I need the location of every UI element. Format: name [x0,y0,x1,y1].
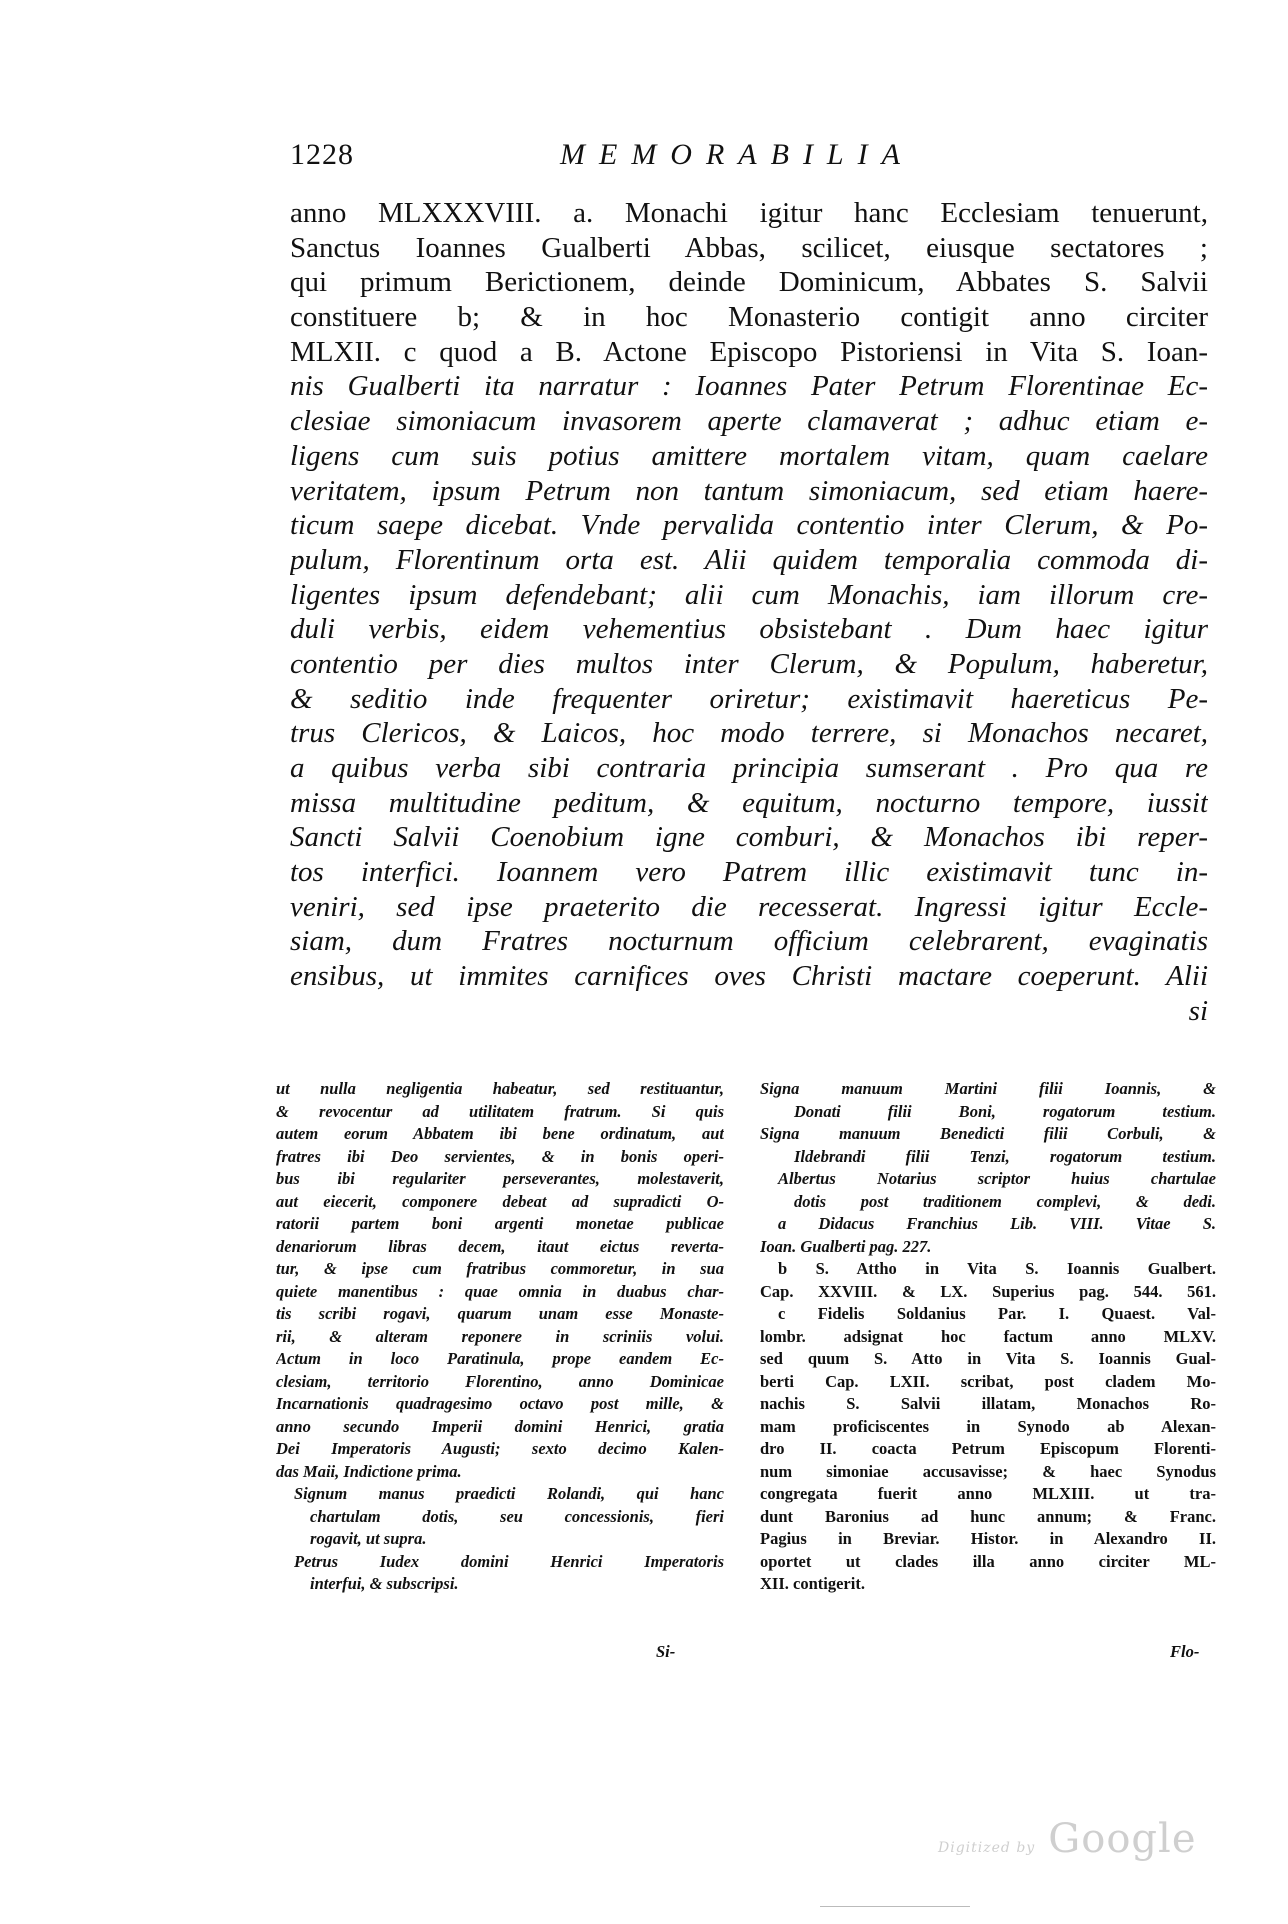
footnote-line: oportet ut clades illa anno circiter ML- [760,1551,1216,1571]
watermark-small-text: Digitized by [938,1840,1036,1856]
watermark-logo-text: Google [1048,1816,1197,1862]
main-line: Sanctus Ioannes Gualberti Abbas, scilicet, eiusque sectatores ; [290,231,1208,264]
footnote-line: bus ibi regulariter perseverantes, molestaverit, [276,1169,724,1188]
main-line: tos interfici. Ioannem vero Patrem illic existimavit tunc in- [290,856,1208,889]
footnote-line: aut eiecerit, componere debeat ad supradicti O- [276,1191,724,1211]
footnote-column-right [760,1078,1216,1661]
main-line: nis Gualberti ita narratur : Ioannes Pater Petrum Florentinae Ec- [290,370,1208,403]
main-line: ensibus, ut immites carnifices oves Christi mactare coeperunt. Alii [290,960,1208,993]
main-line: contentio per dies multos inter Clerum, & Populum, haberetur, [290,647,1208,680]
footnote-line: interfui, & subscripsi. [310,1574,459,1593]
footnote-line: fratres ibi Deo servientes, & in bonis operi- [276,1146,724,1166]
footnote-line: Signa manuum Martini filii Ioannis, & [760,1079,1216,1098]
footnote-line: XII. contigerit. [760,1574,865,1593]
footnote-line: rogavit, ut supra. [310,1529,427,1548]
footnote-line: autem eorum Abbatem ibi bene ordinatum, aut [276,1124,724,1143]
page-number: 1228 [290,138,354,171]
footnote-line: congregata fuerit anno MLXIII. ut tra- [760,1484,1216,1503]
main-line: & seditio inde frequenter oriretur; existimavit haereticus Pe- [290,682,1208,715]
footnote-line: lombr. adsignat hoc factum anno MLXV. [760,1326,1216,1346]
watermark [938,1816,1196,1862]
footnote-line: & revocentur ad utilitatem fratrum. Si quis [276,1101,724,1121]
footnote-line: c Fidelis Soldanius Par. I. Quaest. Val- [778,1304,1216,1323]
footnote-line: anno secundo Imperii domini Henrici, gratia [276,1416,724,1436]
footnote-line: Ildebrandi filii Tenzi, rogatorum testium. [794,1146,1216,1166]
footnote-line: clesiam, territorio Florentino, anno Dominicae [276,1371,724,1391]
footnote-line: Signa manuum Benedicti filii Corbuli, & [760,1124,1216,1143]
main-line: ticum saepe dicebat. Vnde pervalida contentio inter Clerum, & Po- [290,509,1208,542]
footnote-line: dunt Baronius ad hunc annum; & Franc. [760,1506,1216,1526]
bottom-rule [820,1906,970,1907]
footnote-line: das Maii, Indictione prima. [276,1461,462,1481]
main-line: missa multitudine peditum, & equitum, nocturno tempore, iussit [290,786,1208,819]
main-line: ligentes ipsum defendebant; alii cum Monachis, iam illorum cre- [290,578,1208,611]
main-line: MLXII. c quod a B. Actone Episcopo Pistoriensi in Vita S. Ioan- [290,335,1208,368]
main-line: Sancti Salvii Coenobium igne comburi, & Monachos ibi reper- [290,821,1208,854]
main-line: anno MLXXXVIII. a. Monachi igitur hanc Ecclesiam tenuerunt, [290,197,1208,229]
footnotes [276,1078,1216,1678]
main-line: veniri, sed ipse praeterito die recesserat. Ingressi igitur Eccle- [290,890,1208,923]
footnote-line: Incarnationis quadragesimo octavo post mille, & [276,1394,724,1413]
footnote-line: mam proficiscentes in Synodo ab Alexan- [760,1416,1216,1436]
catchword: si [1188,994,1208,1027]
footnote-line: tis scribi rogavi, quarum unam esse Monaste- [276,1304,724,1323]
footnote-line: Ioan. Gualberti pag. 227. [760,1236,932,1256]
footnote-catchword-right: Flo- [1170,1642,1200,1661]
footnote-line: tur, & ipse cum fratribus commoretur, in sua [276,1259,724,1278]
footnote-line: ratorii partem boni argenti monetae publicae [276,1214,724,1233]
footnote-line: denariorum libras decem, itaut eictus reverta- [276,1236,724,1256]
running-title: MEMORABILIA [560,138,914,171]
footnote-line: quiete manentibus : quae omnia in duabus char- [276,1281,724,1301]
main-text-block [290,196,1208,1029]
footnote-line: a Didacus Franchius Lib. VIII. Vitae S. [778,1214,1216,1233]
footnote-line: Dei Imperatoris Augusti; sexto decimo Kalen- [276,1439,724,1458]
footnote-line: dotis post traditionem complevi, & dedi. [794,1191,1216,1211]
footnote-column-left [276,1078,724,1661]
main-line: ligens cum suis potius amittere mortalem vitam, quam caelare [290,439,1208,472]
footnote-line: Signum manus praedicti Rolandi, qui hanc [294,1484,724,1503]
footnote-line: dro II. coacta Petrum Episcopum Florenti- [760,1439,1216,1458]
footnote-line: num simoniae accusavisse; & haec Synodus [760,1461,1216,1481]
footnote-line: chartulam dotis, seu concessionis, fieri [310,1506,724,1526]
main-line: siam, dum Fratres nocturnum officium celebrarent, evaginatis [290,925,1208,958]
page-header [290,138,1210,178]
main-line: veritatem, ipsum Petrum non tantum simoniacum, sed etiam haere- [290,474,1208,507]
footnote-line: Albertus Notarius scriptor huius chartulae [778,1169,1216,1188]
main-line: trus Clericos, & Laicos, hoc modo terrere, si Monachos necaret, [290,717,1208,750]
footnote-line: berti Cap. LXII. scribat, post cladem Mo- [760,1371,1216,1391]
main-line: a quibus verba sibi contraria principia sumserant . Pro qua re [290,752,1208,784]
footnote-line: sed quum S. Atto in Vita S. Ioannis Gual- [760,1349,1216,1368]
footnote-line: nachis S. Salvii illatam, Monachos Ro- [760,1394,1216,1413]
footnote-line: b S. Attho in Vita S. Ioannis Gualbert. [778,1259,1216,1278]
footnote-line: rii, & alteram reponere in scriniis volui. [276,1326,724,1346]
main-line: duli verbis, eidem vehementius obsistebant . Dum haec igitur [290,613,1208,646]
footnote-catchword-left: Si- [656,1642,676,1661]
footnote-line: Petrus Iudex domini Henrici Imperatoris [294,1551,724,1571]
main-line: pulum, Florentinum orta est. Alii quidem temporalia commoda di- [290,543,1208,576]
footnote-line: Actum in loco Paratinula, prope eandem Ec- [276,1349,724,1368]
main-line: clesiae simoniacum invasorem aperte clamaverat ; adhuc etiam e- [290,405,1208,438]
main-line: qui primum Berictionem, deinde Dominicum, Abbates S. Salvii [290,266,1208,299]
footnote-line: Cap. XXVIII. & LX. Superius pag. 544. 561. [760,1281,1216,1301]
main-line: constituere b; & in hoc Monasterio contigit anno circiter [290,301,1208,334]
footnote-line: ut nulla negligentia habeatur, sed restituantur, [276,1079,724,1098]
footnote-line: Pagius in Breviar. Histor. in Alexandro II. [760,1529,1216,1548]
footnote-line: Donati filii Boni, rogatorum testium. [794,1101,1216,1121]
